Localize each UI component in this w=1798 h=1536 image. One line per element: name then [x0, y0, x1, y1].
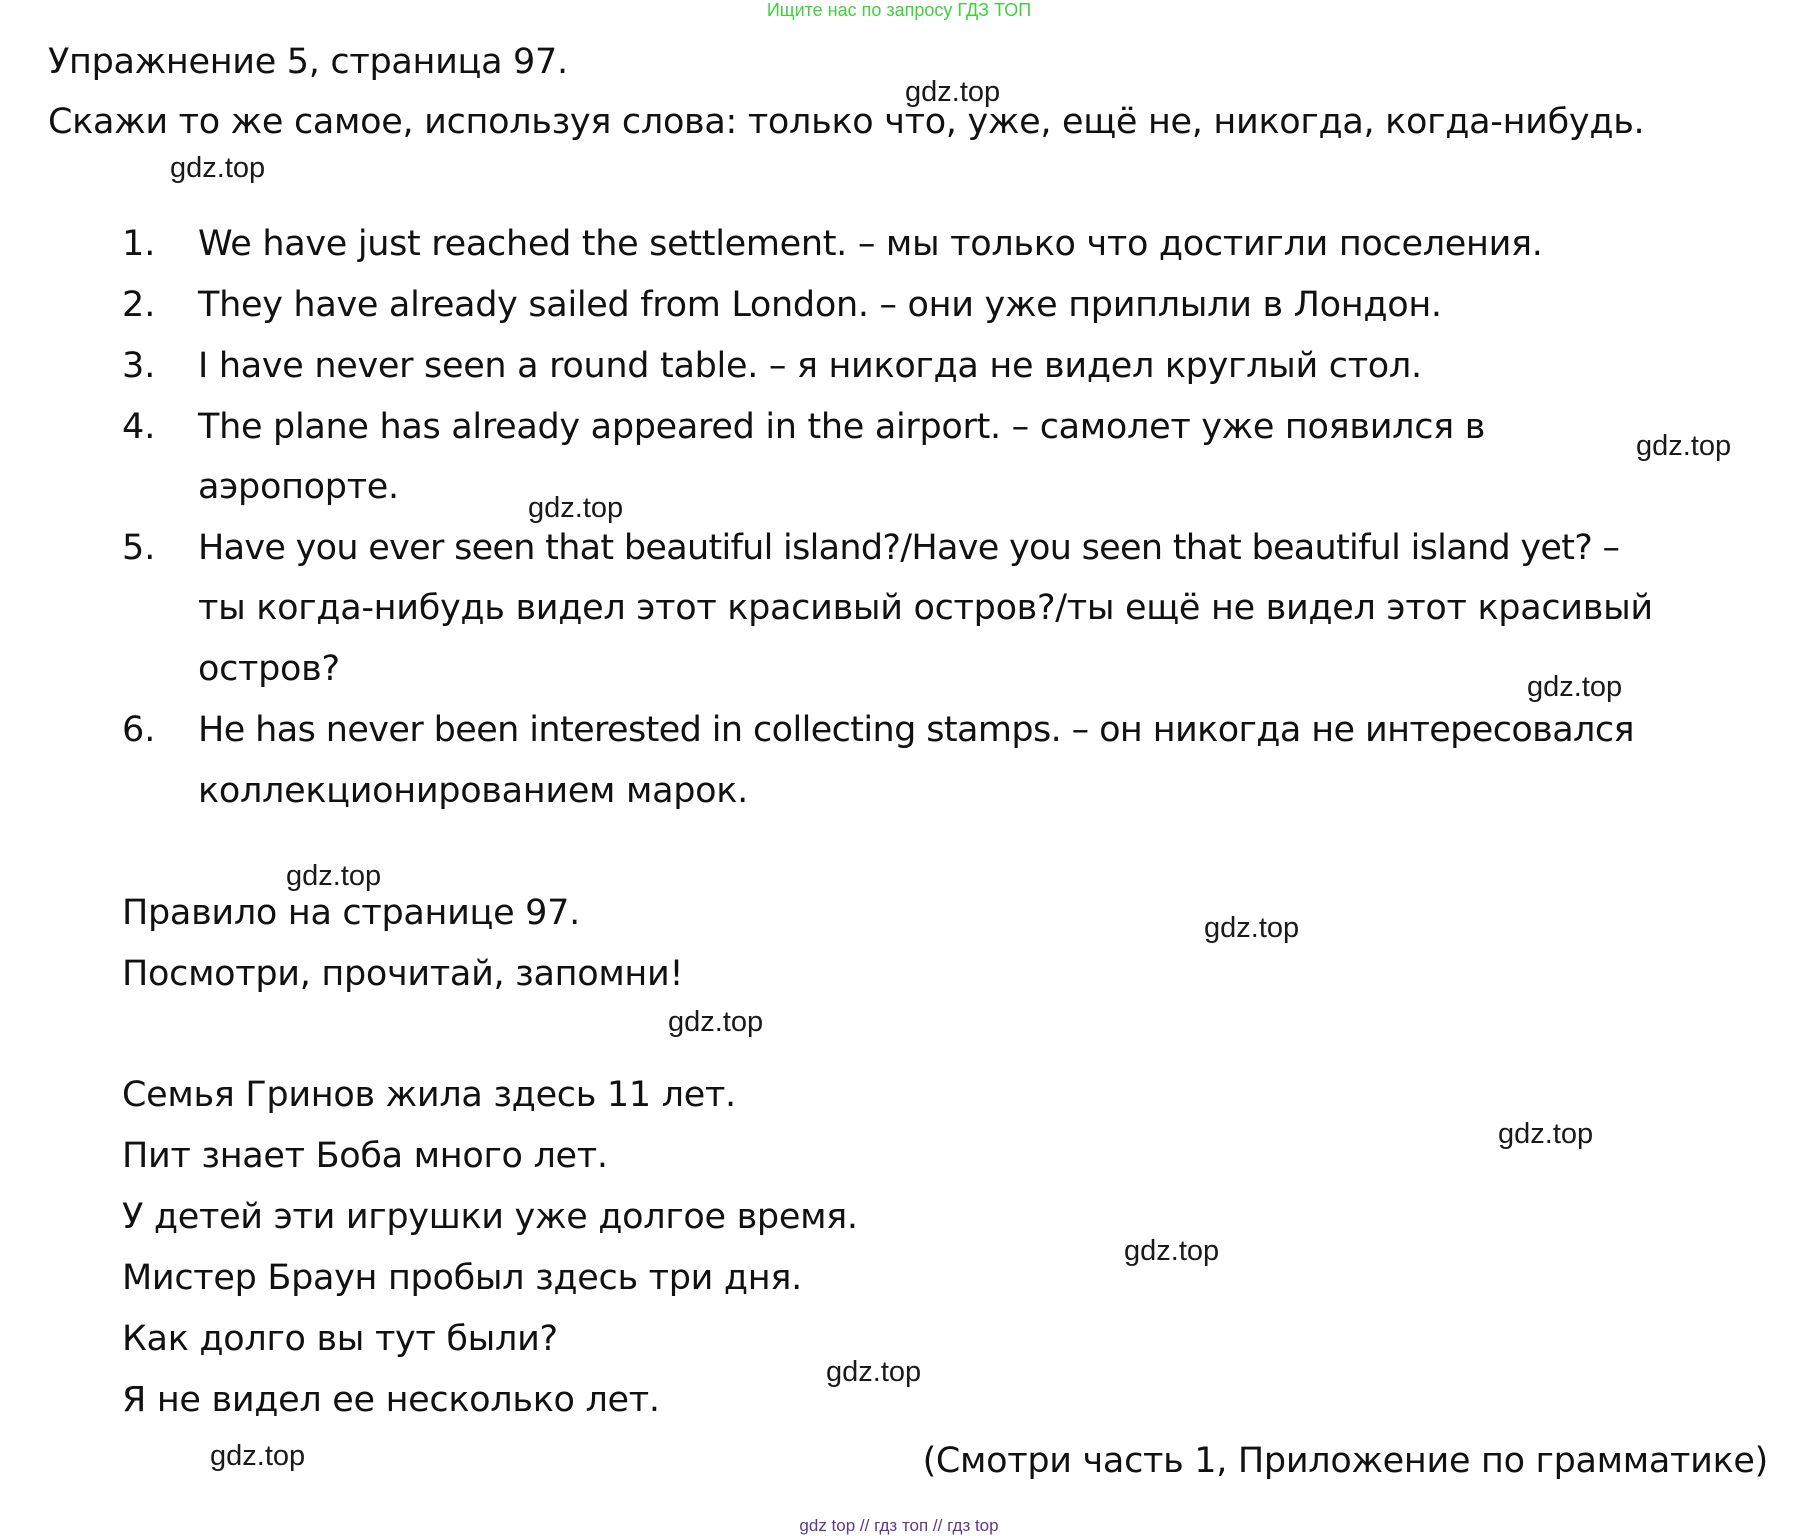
watermark: gdz.top: [668, 1006, 764, 1038]
answer-line: Have you ever seen that beautiful island?/Have you seen that beautiful island yet? –: [198, 528, 1620, 568]
answer-number: 6.: [122, 710, 156, 750]
answer-line: коллекционированием марок.: [198, 771, 748, 811]
answer-line: We have just reached the settlement. – мы только что достигли поселения.: [198, 224, 1543, 264]
answer-line: They have already sailed from London. – они уже приплыли в Лондон.: [198, 285, 1442, 325]
watermark: gdz.top: [1527, 671, 1623, 703]
exercise-instruction: Скажи то же самое, используя слова: только что, уже, ещё не, никогда, когда-нибудь.: [48, 102, 1645, 142]
answer-number: 2.: [122, 285, 156, 325]
watermark: gdz.top: [170, 152, 266, 184]
watermark: gdz.top: [1204, 912, 1300, 944]
answer-line: The plane has already appeared in the airport. – самолет уже появился в: [198, 407, 1486, 447]
example-sentence: Я не видел ее несколько лет.: [122, 1380, 660, 1420]
example-sentence: Пит знает Боба много лет.: [122, 1136, 608, 1176]
answer-line: ты когда-нибудь видел этот красивый остров?/ты ещё не видел этот красивый: [198, 588, 1653, 628]
watermark: gdz.top: [826, 1356, 922, 1388]
answer-number: 5.: [122, 528, 156, 568]
answer-number: 3.: [122, 346, 156, 386]
watermark: gdz.top: [528, 492, 624, 524]
watermark: gdz.top: [210, 1440, 306, 1472]
answer-number: 1.: [122, 224, 156, 264]
watermark: gdz.top: [1636, 430, 1732, 462]
watermark: gdz.top: [1124, 1235, 1220, 1267]
footer-links: gdz top // гдз топ // гдз top: [799, 1516, 999, 1535]
exercise-title: Упражнение 5, страница 97.: [48, 42, 568, 82]
example-sentence: Как долго вы тут были?: [122, 1319, 558, 1359]
top-banner: Ищите нас по запросу ГДЗ ТОП: [766, 0, 1032, 20]
grammar-note: (Смотри часть 1, Приложение по грамматике): [922, 1441, 1768, 1481]
rule-title: Правило на странице 97.: [122, 893, 580, 933]
example-sentence: У детей эти игрушки уже долгое время.: [122, 1197, 858, 1237]
watermark: gdz.top: [286, 860, 382, 892]
watermark: gdz.top: [905, 76, 1001, 108]
answer-number: 4.: [122, 407, 156, 447]
answer-line: аэропорте.: [198, 467, 399, 507]
answer-line: I have never seen a round table. – я никогда не видел круглый стол.: [198, 346, 1422, 386]
example-sentence: Семья Гринов жила здесь 11 лет.: [122, 1075, 736, 1115]
answer-line: He has never been interested in collecting stamps. – он никогда не интересовался: [198, 710, 1634, 750]
rule-subtitle: Посмотри, прочитай, запомни!: [122, 954, 684, 994]
example-sentence: Мистер Браун пробыл здесь три дня.: [122, 1258, 802, 1298]
answer-line: остров?: [198, 649, 340, 689]
watermark: gdz.top: [1498, 1118, 1594, 1150]
